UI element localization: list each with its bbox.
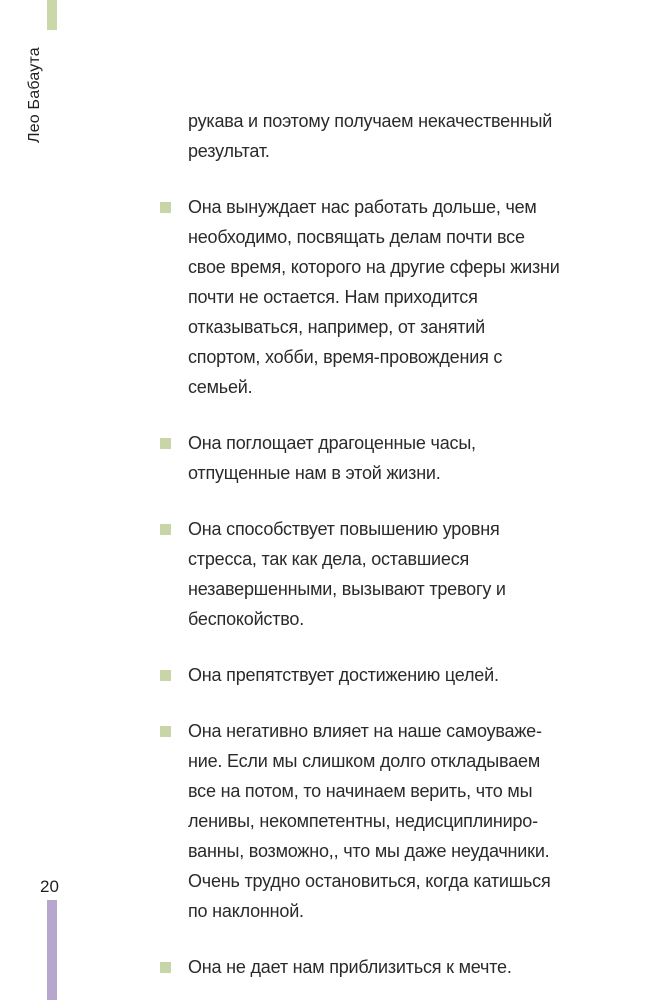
list-item-text: Она негативно влияет на наше самоуваже-ние. Если мы слишком долго откладываем все на потом, то начинаем верить, что мы ленивы, некомпетентны, недисциплиниро-ванны, возможно,, что мы даже неудачники. Очень трудно остановиться, когда катишься по наклонной. [188,721,551,921]
list-item [160,952,560,982]
list-item [160,192,560,402]
square-bullet-icon [160,670,171,681]
list-item-text: Она вынуждает нас работать дольше, чем необходимо, посвящать делам почти все свое время, которого на другие сферы жизни почти не остается. Нам приходится отказываться, например, от занятий спортом, хобби, время-провождения с семьей. [188,197,560,397]
list-item [160,716,560,926]
list-item-text: Она способствует повышению уровня стресса, так как дела, оставшиеся незавершенными, вызывают тревогу и беспокойство. [188,519,506,629]
square-bullet-icon [160,524,171,535]
running-head [26,40,76,160]
list-item-text: Она поглощает драгоценные часы, отпущенные нам в этой жизни. [188,433,476,483]
list-item-text: Она не дает нам приблизиться к мечте. [188,957,512,977]
square-bullet-icon [160,438,171,449]
square-bullet-icon [160,726,171,737]
bottom-accent-bar [47,900,57,1000]
list-item [160,514,560,634]
page-body [160,106,560,1008]
running-head-author: Лео Бабаута [26,47,43,143]
top-accent-bar [47,0,57,30]
list-item [160,428,560,488]
list-item [160,660,560,690]
page-number: 20 [40,877,59,896]
square-bullet-icon [160,962,171,973]
bullet-list [160,192,560,982]
list-item-text: Она препятствует достижению целей. [188,665,499,685]
continued-paragraph: рукава и поэтому получаем некачественный результат. [188,111,553,161]
square-bullet-icon [160,202,171,213]
